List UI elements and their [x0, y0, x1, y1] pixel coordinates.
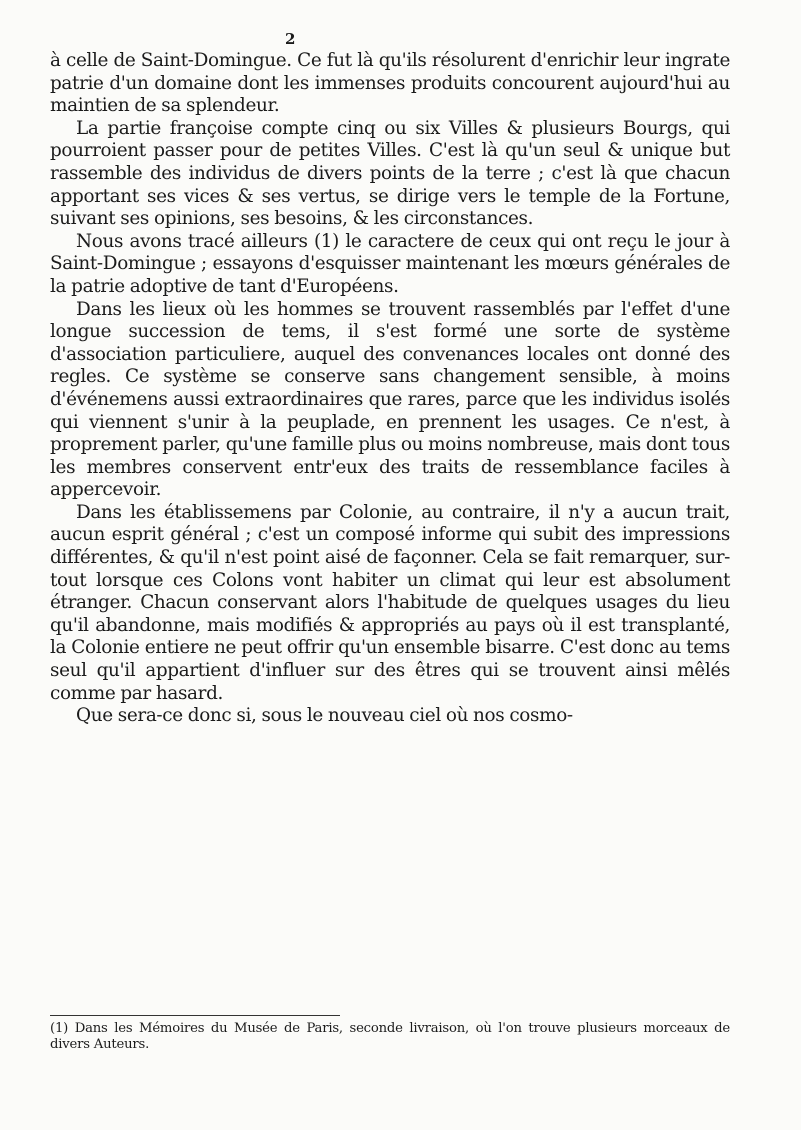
- book-page: [50, 30, 750, 1090]
- body-text: [50, 50, 730, 728]
- paragraph-french-part: La partie françoise compte cinq ou six Villes & plusieurs Bourgs, qui pourroient passer pour de petites Villes. C'est là qu'un seul & unique but rassemble des individus de divers points de la terre ; c'est là que chacun apportant ses vices & ses vertus, se dirige vers le temple de la Fortune, suivant ses opinions, ses besoins, & les circonstances.: [50, 117, 730, 230]
- paragraph-closing: Que sera-ce donc si, sous le nouveau ciel où nos cosmo-: [76, 705, 573, 727]
- footnote-divider: [50, 1015, 340, 1016]
- paragraph-character: Nous avons tracé ailleurs (1) le caractere de ceux qui ont reçu le jour à Saint-Domingue ; essayons d'esquisser maintenant les mœurs générales de la patrie adoptive de tant d'Européens.: [50, 230, 730, 297]
- footnote: (1) Dans les Mémoires du Musée de Paris, seconde livraison, où l'on trouve plusieurs morceaux de divers Auteurs.: [50, 1021, 730, 1052]
- page-number: 2: [285, 30, 296, 48]
- paragraph-association: Dans les lieux où les hommes se trouvent rassemblés par l'effet d'une longue succession de tems, il s'est formé une sorte de système d'association particuliere, auquel des convenances locales ont donné des regles. Ce système se conserve sans changement sensible, à moins d'événemens aussi extraordinaires que rares, parce que les individus isolés qui viennent s'unir à la peuplade, en prennent les usages. Ce n'est, à proprement parler, qu'une famille plus ou moins nombreuse, mais dont tous les membres conservent entr'eux des traits de ressemblance faciles à appercevoir.: [50, 298, 730, 501]
- paragraph-continuation: à celle de Saint-Domingue. Ce fut là qu'ils résolurent d'enrichir leur ingrate patrie d'un domaine dont les immenses produits concourent aujourd'hui au maintien de sa splendeur.: [50, 50, 730, 117]
- paragraph-colony: Dans les établissemens par Colonie, au contraire, il n'y a aucun trait, aucun esprit général ; c'est un composé informe qui subit des impressions différentes, & qu'il n'est point aisé de façonner. Cela se fait remarquer, sur-tout lorsque ces Colons vont habiter un climat qui leur est absolument étranger. Chacun conservant alors l'habitude de quelques usages du lieu qu'il abandonne, mais modifiés & appropriés au pays où il est transplanté, la Colonie entiere ne peut offrir qu'un ensemble bisarre. C'est donc au tems seul qu'il appartient d'influer sur des êtres qui se trouvent ainsi mêlés comme par hasard.: [50, 501, 730, 704]
